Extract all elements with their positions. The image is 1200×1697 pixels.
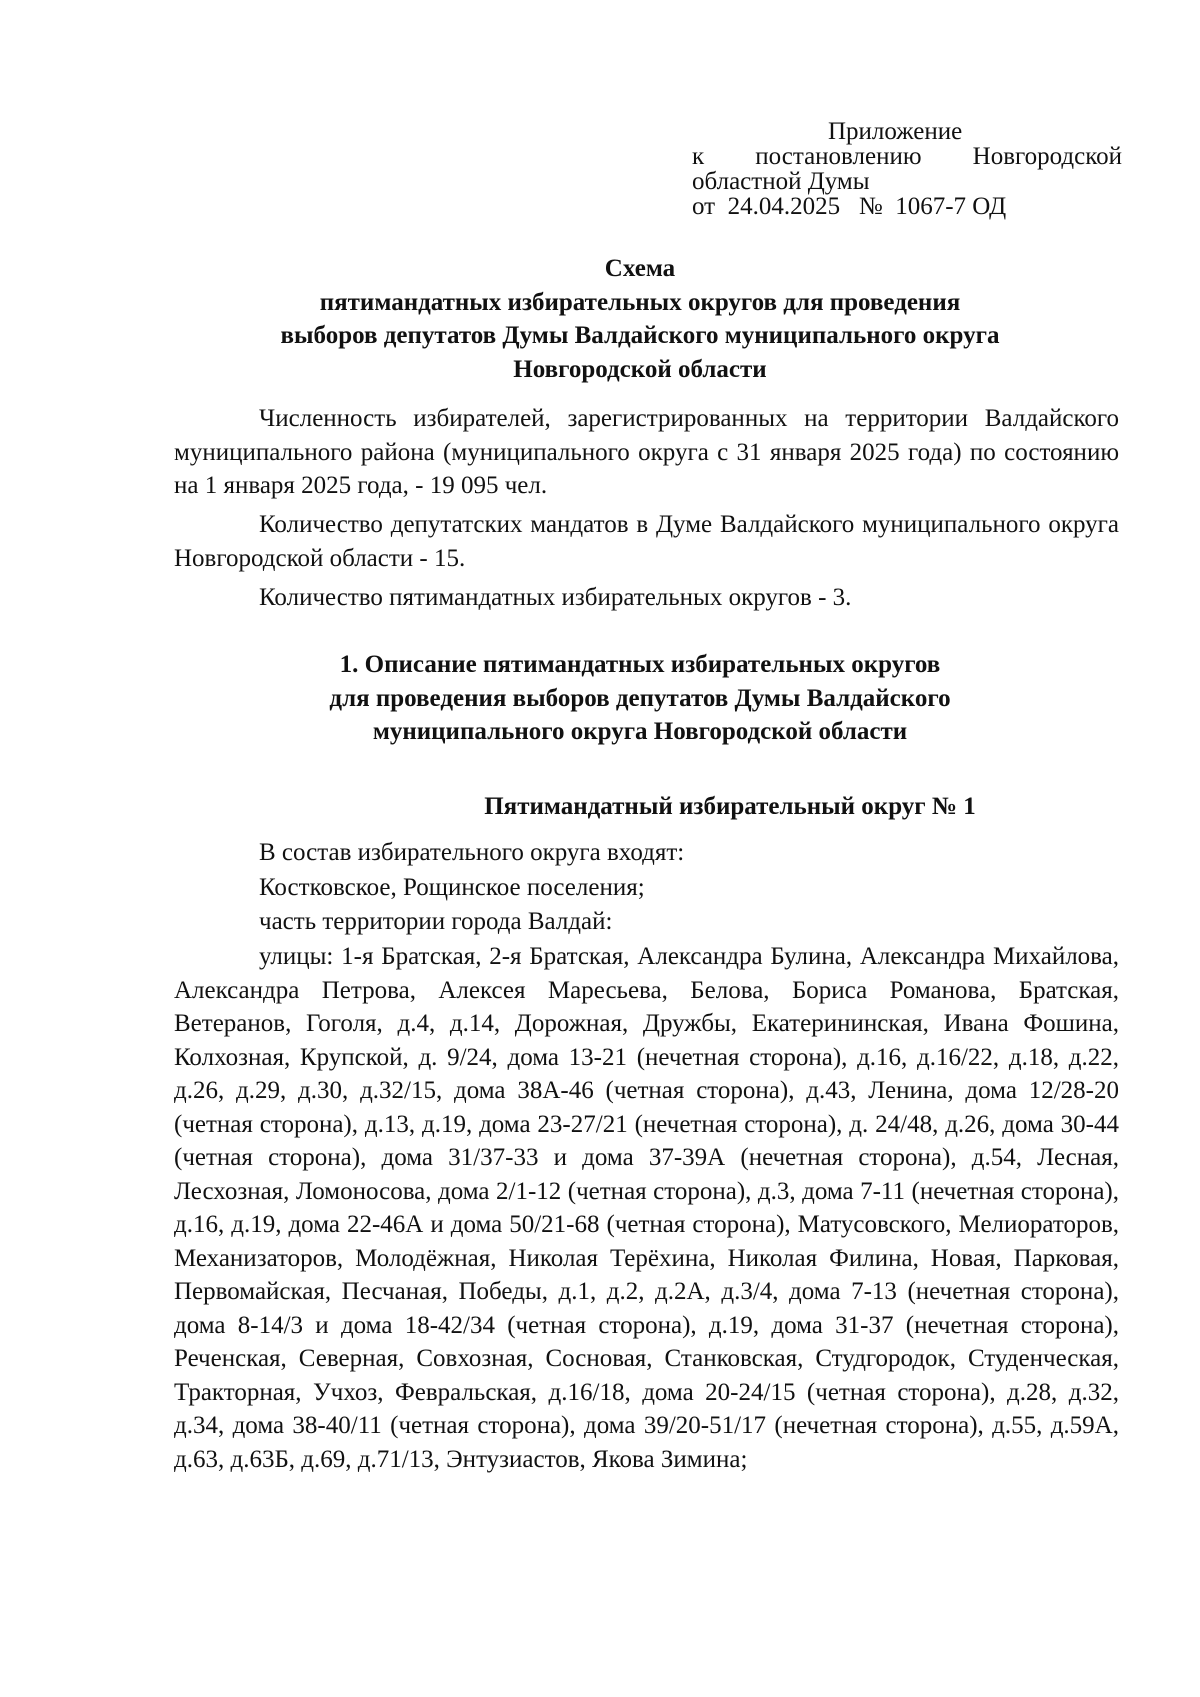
appendix-line-1	[692, 144, 1122, 169]
appendix-line-1-part-2: постановлению	[755, 143, 922, 170]
district-1-settlements-line: Костковское, Рощинское поселения;	[259, 874, 645, 901]
appendix-line-1-part-3: Новгородской	[972, 143, 1122, 170]
title-line-3: выборов депутатов Думы Валдайского муниципального округа	[280, 322, 1000, 349]
intro-paragraph-voters: Численность избирателей, зарегистрированных на территории Валдайского муниципального района (муниципального округа с 31 января 2025 года) по состоянию на 1 января 2025 года, - 19 095 чел.	[174, 405, 1119, 499]
document-title	[160, 252, 1120, 386]
section-1-title-line-3: муниципального округа Новгородской области	[372, 718, 908, 745]
title-line-1: Схема	[604, 255, 676, 282]
appendix-title: Приложение	[828, 118, 963, 145]
district-1-city-part-line: часть территории города Валдай:	[259, 908, 613, 935]
district-1-composition-line: В состав избирательного округа входят:	[259, 839, 685, 866]
appendix-line-1-part-1: к	[692, 143, 705, 170]
appendix-line-2: областной Думы	[692, 168, 870, 195]
appendix-line-3: от 24.04.2025 № 1067-7 ОД	[692, 193, 1007, 220]
section-1-title-line-1: 1. Описание пятимандатных избирательных округов	[339, 651, 941, 678]
section-1-title	[160, 648, 1120, 749]
intro-paragraph-districts: Количество пятимандатных избирательных округов - 3.	[259, 584, 852, 611]
appendix-block	[692, 119, 1122, 219]
intro-paragraph-mandates: Количество депутатских мандатов в Думе Валдайского муниципального округа Новгородской области - 15.	[174, 511, 1119, 572]
district-1-streets-paragraph: улицы: 1-я Братская, 2-я Братская, Александра Булина, Александра Михайлова, Александра Петрова, Алексея Маресьева, Белова, Бориса Романова, Братская, Ветеранов, Гоголя, д.4, д.14, Дорожная, Дружбы, Екатерининская, Ивана Фошина, Колхозная, Крупской, д. 9/24, дома 13-21 (нечетная сторона), д.16, д.16/22, д.18, д.22, д.26, д.29, д.30, д.32/15, дома 38А-46 (четная сторона), д.43, Ленина, дома 12/28-20 (четная сторона), д.13, д.19, дома 23-27/21 (нечетная сторона), д. 24/48, д.26, дома 30-44 (четная сторона), дома 31/37-33 и дома 37-39А (нечетная сторона), д.54, Лесная, Лесхозная, Ломоносова, дома 2/1-12 (четная сторона), д.3, дома 7-11 (нечетная сторона), д.16, д.19, дома 22-46А и дома 50/21-68 (четная сторона), Матусовского, Мелиораторов, Механизаторов, Молодёжная, Николая Терёхина, Николая Филина, Новая, Парковая, Первомайская, Песчаная, Победы, д.1, д.2, д.2А, д.3/4, дома 7-13 (нечетная сторона), дома 8-14/3 и дома 18-42/34 (четная сторона), д.19, дома 31-37 (нечетная сторона), Реченская, Северная, Совхозная, Сосновая, Станковская, Студгородок, Студенческая, Тракторная, Учхоз, Февральская, д.16/18, дома 20-24/15 (четная сторона), д.28, д.32, д.34, дома 38-40/11 (четная сторона), дома 39/20-51/17 (нечетная сторона), д.55, д.59А, д.63, д.63Б, д.69, д.71/13, Энтузиастов, Якова Зимина;	[174, 943, 1119, 1473]
title-line-4: Новгородской области	[513, 355, 767, 383]
district-1-title: Пятимандатный избирательный округ № 1	[484, 793, 976, 820]
section-1-title-line-2: для проведения выборов депутатов Думы Валдайского	[329, 684, 951, 712]
title-line-2: пятимандатных избирательных округов для проведения	[319, 288, 961, 316]
